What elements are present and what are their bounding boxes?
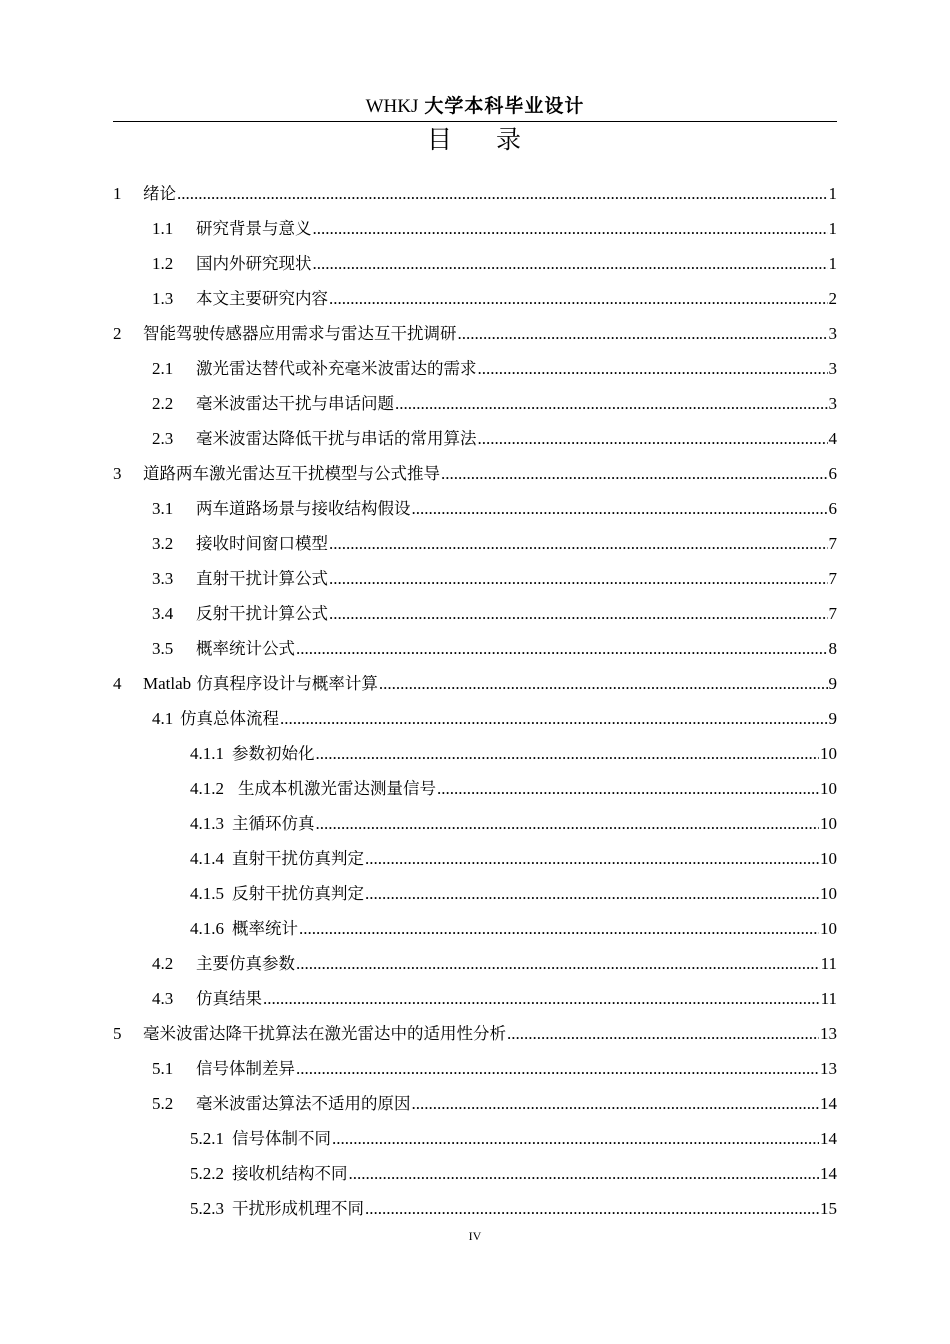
toc-entry-page: 9: [828, 709, 837, 728]
toc-entry-page: 10: [820, 919, 837, 938]
toc-entry-title: 毫米波雷达降低干扰与串话的常用算法: [196, 429, 477, 448]
toc-entry-page: 7: [828, 604, 837, 623]
toc-leader-dots: [478, 421, 828, 456]
toc-entry-title: Matlab 仿真程序设计与概率计算: [143, 674, 378, 693]
toc-entry-title: 信号体制差异: [196, 1059, 295, 1078]
toc-leader-dots: [299, 911, 819, 946]
toc-entry-number: 4.1.6: [190, 919, 224, 938]
toc-entry[interactable]: [190, 1191, 837, 1226]
toc-leader-dots: [349, 1156, 820, 1191]
header-latin: WHKJ: [365, 96, 419, 117]
toc-entry-page: 3: [828, 359, 837, 378]
toc-entry[interactable]: [190, 771, 837, 806]
toc-entry-page: 7: [828, 569, 837, 588]
toc-entry-number: 4.3: [152, 989, 174, 1008]
toc-entry-number: 4.1.3: [190, 814, 224, 833]
toc-entry-number: 5.1: [152, 1059, 174, 1078]
toc-entry[interactable]: [152, 421, 837, 456]
toc-entry-number: 3.1: [152, 499, 174, 518]
toc-entry-page: 4: [828, 429, 837, 448]
toc-entry-number: 5.2.1: [190, 1129, 224, 1148]
toc-entry-page: 9: [828, 674, 837, 693]
toc-entry[interactable]: [152, 351, 837, 386]
toc-entry-title: 生成本机激光雷达测量信号: [238, 779, 436, 798]
toc-entry-number: 4.1.5: [190, 884, 224, 903]
toc-leader-dots: [316, 806, 820, 841]
toc-entry[interactable]: [152, 491, 837, 526]
toc-entry[interactable]: [190, 911, 837, 946]
toc-leader-dots: [365, 1191, 819, 1226]
toc-entry[interactable]: [152, 981, 837, 1016]
toc-leader-dots: [412, 1086, 820, 1121]
page-header: [113, 92, 837, 122]
toc-entry-title: 毫米波雷达干扰与串话问题: [196, 394, 394, 413]
toc-entry-number: 5.2.3: [190, 1199, 224, 1218]
toc-entry-title: 两车道路场景与接收结构假设: [196, 499, 411, 518]
toc-entry-title: 道路两车激光雷达互干扰模型与公式推导: [143, 464, 440, 483]
toc-entry-title: 激光雷达替代或补充毫米波雷达的需求: [196, 359, 477, 378]
toc-leader-dots: [296, 946, 820, 981]
toc-entry-page: 1: [828, 184, 837, 203]
toc-entry-number: 4.2: [152, 954, 174, 973]
toc-entry-number: 1.3: [152, 289, 174, 308]
toc-entry[interactable]: [113, 456, 837, 491]
toc-entry-title: 反射干扰计算公式: [196, 604, 328, 623]
toc-entry-page: 10: [820, 744, 837, 763]
toc-entry-title: 接收时间窗口模型: [196, 534, 328, 553]
toc-entry-title: 概率统计公式: [196, 639, 295, 658]
toc-entry[interactable]: [190, 736, 837, 771]
toc-entry-title: 绪论: [143, 184, 176, 203]
toc-entry[interactable]: [113, 176, 837, 211]
toc-entry-number: 4.1: [152, 709, 174, 728]
toc-title: [113, 125, 837, 155]
toc-entry-title: 国内外研究现状: [196, 254, 312, 273]
toc-entry-number: 4.1.2: [190, 779, 224, 798]
toc-entry-number: 2.2: [152, 394, 174, 413]
toc-entry-page: 15: [820, 1199, 837, 1218]
toc-entry-page: 3: [828, 324, 837, 343]
toc-entry[interactable]: [152, 631, 837, 666]
toc-leader-dots: [313, 211, 828, 246]
toc-entry[interactable]: [190, 1156, 837, 1191]
toc-entry-page: 13: [820, 1059, 837, 1078]
toc-entry[interactable]: [113, 666, 837, 701]
toc-entry-page: 10: [820, 849, 837, 868]
toc-entry[interactable]: [152, 561, 837, 596]
toc-leader-dots: [263, 981, 820, 1016]
toc-leader-dots: [329, 281, 828, 316]
toc-leader-dots: [296, 1051, 819, 1086]
toc-entry-page: 3: [828, 394, 837, 413]
toc-entry[interactable]: [152, 1051, 837, 1086]
toc-entry-number: 4.1.1: [190, 744, 224, 763]
toc-entry-number: 3.2: [152, 534, 174, 553]
toc-entry-page: 10: [820, 814, 837, 833]
toc-entry[interactable]: [190, 876, 837, 911]
toc-entry-number: 3.5: [152, 639, 174, 658]
toc-leader-dots: [332, 1121, 819, 1156]
toc-entry-title: 概率统计: [232, 919, 298, 938]
toc-entry-page: 8: [828, 639, 837, 658]
toc-entry-title: 智能驾驶传感器应用需求与雷达互干扰调研: [143, 324, 457, 343]
toc-entry[interactable]: [152, 246, 837, 281]
toc-entry-title: 仿真总体流程: [180, 709, 279, 728]
toc-entry[interactable]: [113, 1016, 837, 1051]
toc-entry[interactable]: [152, 526, 837, 561]
toc-entry[interactable]: [190, 1121, 837, 1156]
toc-entry[interactable]: [152, 596, 837, 631]
toc-leader-dots: [478, 351, 828, 386]
toc-title-char: 目: [427, 125, 455, 154]
toc-entry[interactable]: [152, 281, 837, 316]
toc-entry-page: 6: [828, 499, 837, 518]
toc-entry-title: 主要仿真参数: [196, 954, 295, 973]
toc-entry[interactable]: [152, 1086, 837, 1121]
toc-entry-title: 干扰形成机理不同: [232, 1199, 364, 1218]
toc-leader-dots: [458, 316, 828, 351]
toc-leader-dots: [507, 1016, 819, 1051]
toc-entry-number: 3.4: [152, 604, 174, 623]
toc-entry-number: 5.2: [152, 1094, 174, 1113]
toc-entry-title: 参数初始化: [232, 744, 315, 763]
toc-title-char: 录: [495, 125, 523, 154]
toc-entry-page: 1: [828, 254, 837, 273]
toc-entry-page: 6: [828, 464, 837, 483]
toc-leader-dots: [379, 666, 828, 701]
toc-leader-dots: [412, 491, 828, 526]
toc-entry[interactable]: [152, 701, 837, 736]
toc-entry-page: 14: [820, 1129, 837, 1148]
toc-entry-number: 3: [113, 464, 122, 483]
toc-leader-dots: [316, 736, 820, 771]
toc-entry-number: 4: [113, 674, 122, 693]
toc-leader-dots: [329, 596, 828, 631]
header-title: 大学本科毕业设计: [424, 95, 585, 117]
toc-entry[interactable]: [152, 386, 837, 421]
toc-leader-dots: [296, 631, 828, 666]
toc-entry-title: 主循环仿真: [232, 814, 315, 833]
toc-entry-page: 14: [820, 1164, 837, 1183]
toc-entry-page: 10: [820, 884, 837, 903]
toc-entry-page: 10: [820, 779, 837, 798]
toc-entry-number: 2: [113, 324, 122, 343]
toc-entry-title: 接收机结构不同: [232, 1164, 348, 1183]
toc-entry-number: 4.1.4: [190, 849, 224, 868]
toc-entry-page: 1: [828, 219, 837, 238]
toc-entry-page: 11: [820, 989, 837, 1008]
toc-entry-title: 直射干扰仿真判定: [232, 849, 364, 868]
toc-leader-dots: [365, 841, 819, 876]
toc-entry-number: 1.2: [152, 254, 174, 273]
toc-entry-title: 毫米波雷达降干扰算法在激光雷达中的适用性分析: [143, 1024, 506, 1043]
toc-entry-title: 毫米波雷达算法不适用的原因: [196, 1094, 411, 1113]
toc-leader-dots: [280, 701, 828, 736]
toc-leader-dots: [329, 561, 828, 596]
toc-leader-dots: [441, 456, 828, 491]
toc-entry[interactable]: [190, 806, 837, 841]
toc-entry-number: 1.1: [152, 219, 174, 238]
toc-entry-title: 本文主要研究内容: [196, 289, 328, 308]
toc-leader-dots: [177, 176, 828, 211]
toc-entry[interactable]: [113, 316, 837, 351]
page-number: IV: [468, 1229, 482, 1243]
toc-entry-number: 3.3: [152, 569, 174, 588]
toc-entry-number: 2.1: [152, 359, 174, 378]
toc-entry-page: 7: [828, 534, 837, 553]
toc-entry-title: 信号体制不同: [232, 1129, 331, 1148]
toc-leader-dots: [365, 876, 819, 911]
toc-leader-dots: [395, 386, 828, 421]
toc-entry-number: 1: [113, 184, 122, 203]
toc-entry-page: 11: [820, 954, 837, 973]
toc-entry-number: 5: [113, 1024, 122, 1043]
toc-entry[interactable]: [152, 211, 837, 246]
toc-leader-dots: [437, 771, 819, 806]
toc-entry-page: 2: [828, 289, 837, 308]
toc-leader-dots: [329, 526, 828, 561]
toc-leader-dots: [313, 246, 828, 281]
toc-entry-number: 5.2.2: [190, 1164, 224, 1183]
toc-entry-title: 仿真结果: [196, 989, 262, 1008]
toc-entry[interactable]: [190, 841, 837, 876]
toc-entry-title: 研究背景与意义: [196, 219, 312, 238]
toc-entry-title: 直射干扰计算公式: [196, 569, 328, 588]
toc-entry[interactable]: [152, 946, 837, 981]
toc-entry-number: 2.3: [152, 429, 174, 448]
toc-entry-page: 14: [820, 1094, 837, 1113]
toc-entry-title: 反射干扰仿真判定: [232, 884, 364, 903]
toc-entry-page: 13: [820, 1024, 837, 1043]
